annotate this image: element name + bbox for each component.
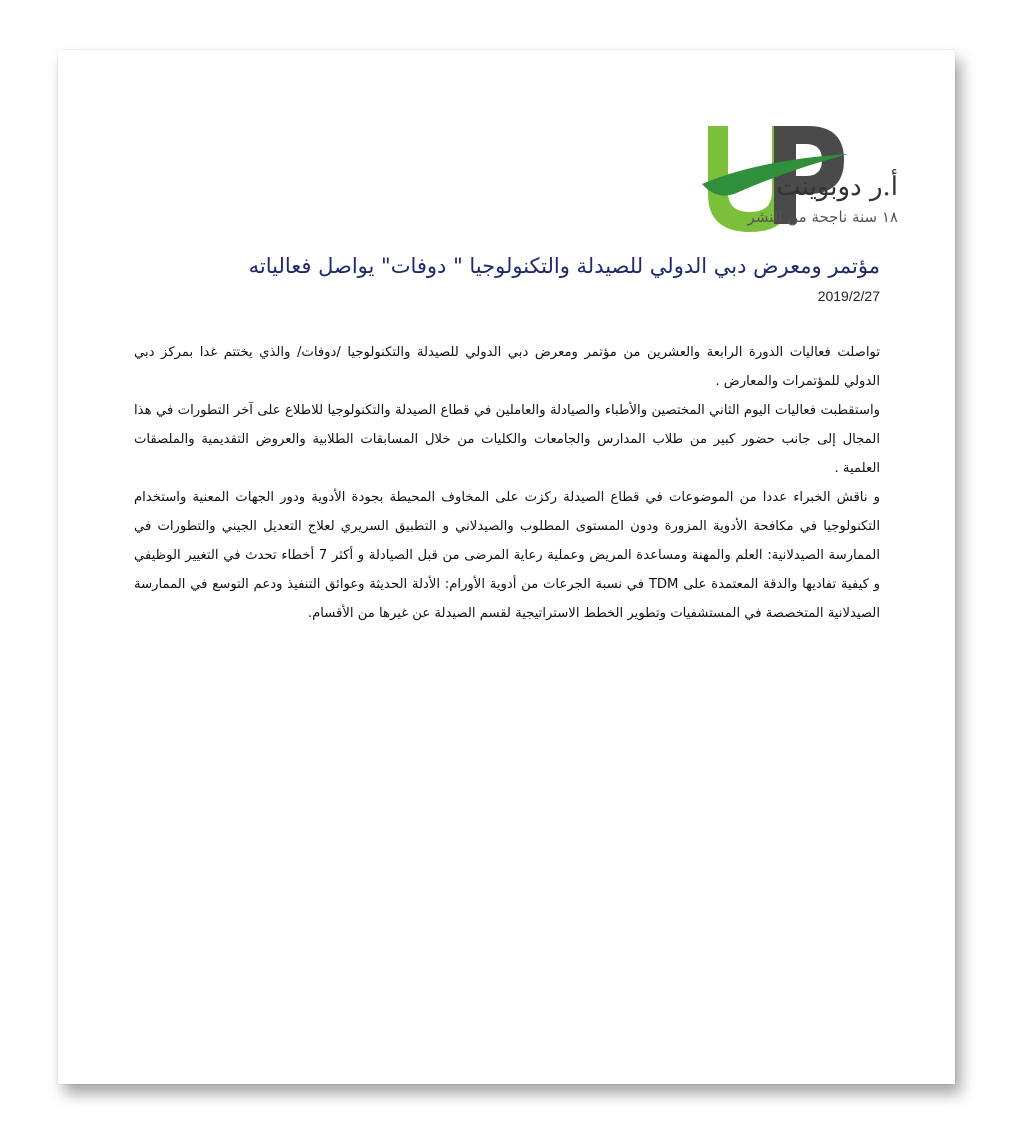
article-title: مؤتمر ومعرض دبي الدولي للصيدلة والتكنولوجيا " دوفات" يواصل فعالياته [248, 254, 880, 278]
article-paragraph: تواصلت فعاليات الدورة الرابعة والعشرين من مؤتمر ومعرض دبي الدولي للصيدلة والتكنولوجيا /دوفات/ والذي يختتم غدا بمركز دبي الدولي للمؤتمرات والمعارض . [134, 345, 880, 389]
article-body [134, 338, 880, 628]
logo-name: أ.ر دوبوينت [776, 172, 898, 202]
article-paragraph: و ناقش الخبراء عددا من الموضوعات في قطاع الصيدلة ركزت على المخاوف المحيطة بجودة الأدوية ودور الجهات المعنية واستخدام التكنولوجيا في مكافحة الأدوية المزورة ودون المستوى المطلوب والصيدلاني و التطبيق السريري لعلاج التعديل الجيني والتطورات في الممارسة الصيدلانية: العلم والمهنة ومساعدة المريض وعملية رعاية المرضى من قبل الصيادلة و أكثر 7 أخطاء تحدث في التغيير الوظيفي و كيفية تفاديها والدقة المعتمدة على TDM في نسبة الجرعات من أدوية الأورام: الأدلة الحديثة وعوائق التنفيذ ودعم التوسع في الممارسة الصيدلانية المتخصصة في المستشفيات وتطوير الخطط الاستراتيجية لقسم الصيدلة عن غيرها من الأقسام. [134, 490, 880, 621]
article-date: 2019/2/27 [817, 288, 880, 304]
logo-tagline: ١٨ سنة ناجحة من النشر [747, 208, 898, 226]
article-paragraph: واستقطبت فعاليات اليوم الثاني المختصين والأطباء والصيادلة والعاملين في قطاع الصيدلة والتكنولوجيا للاطلاع على آخر التطورات في هذا المجال إلى جانب حضور كبير من طلاب المدارس والجامعات والكليات من خلال المسابقات الطلابية والعروض التقديمية والملصقات العلمية . [134, 403, 880, 476]
document-page [58, 50, 955, 1084]
